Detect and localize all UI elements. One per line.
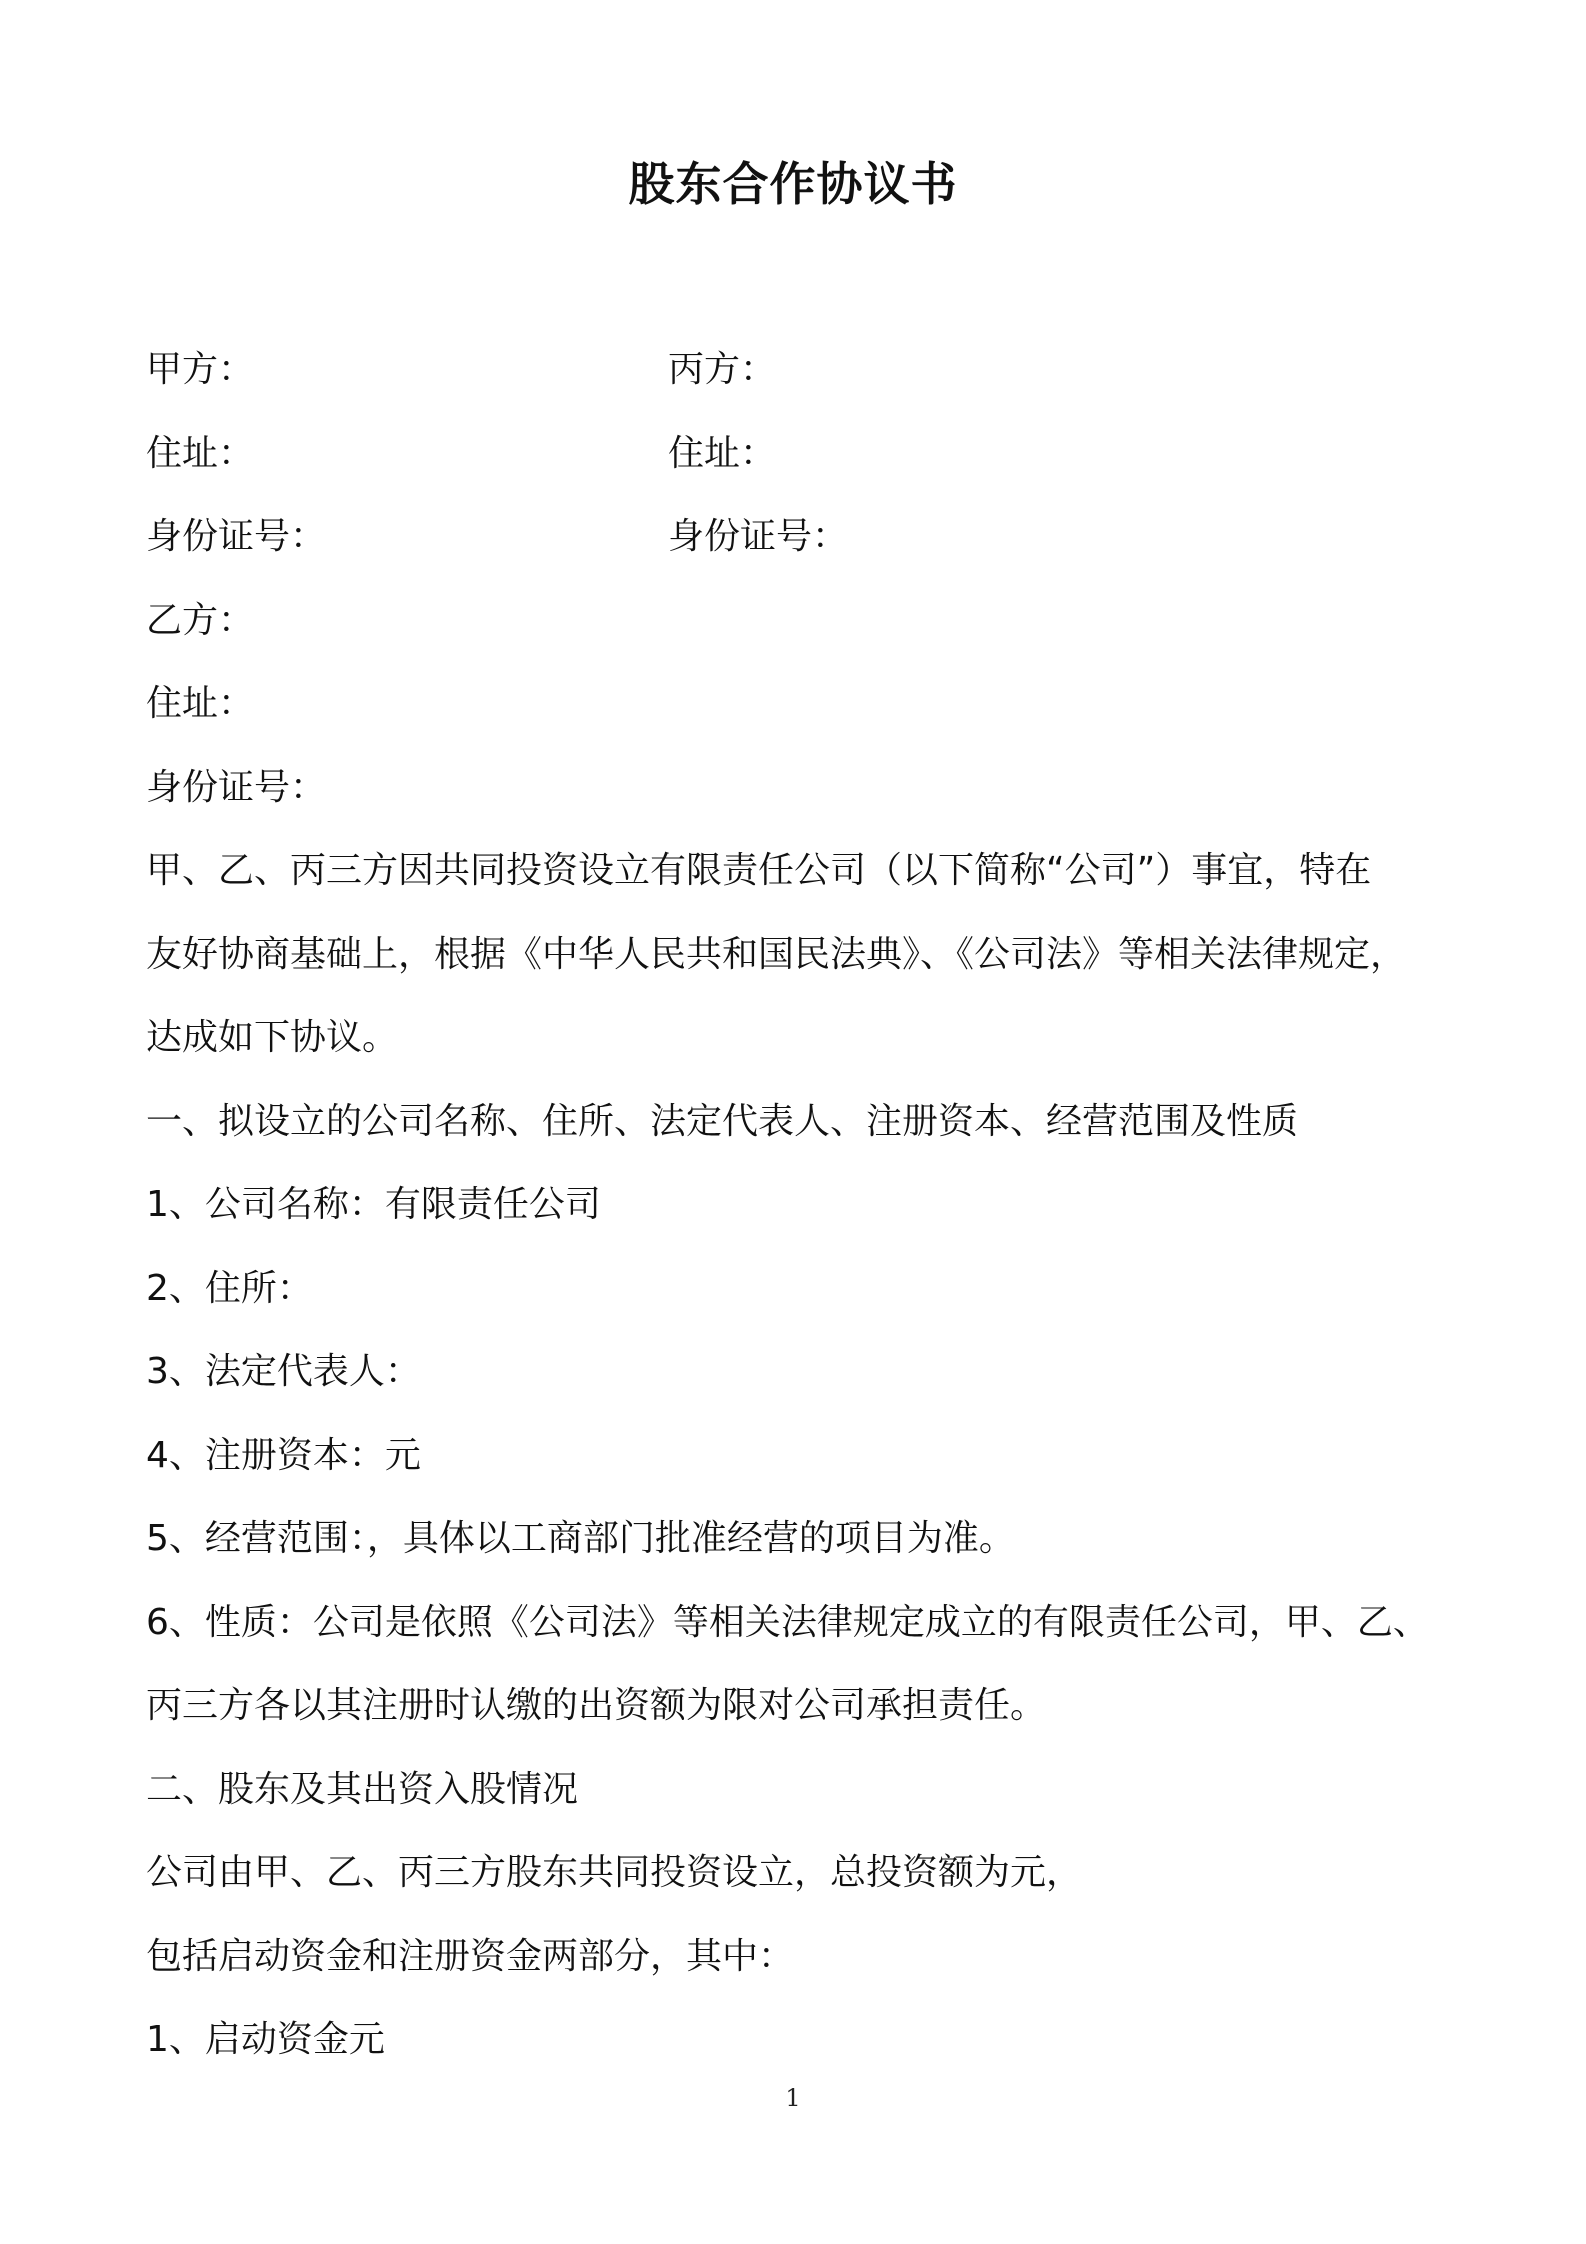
section-1-item: 2、住所： bbox=[146, 1268, 313, 1309]
section-1-item: 3、法定代表人： bbox=[146, 1351, 421, 1392]
party-b-address-label: 住址： bbox=[146, 683, 255, 724]
party-c-id-label: 身份证号： bbox=[668, 516, 849, 557]
section-2-heading: 二、股东及其出资入股情况 bbox=[146, 1769, 579, 1810]
section-2-line: 公司由甲、乙、丙三方股东共同投资设立，总投资额为元， bbox=[146, 1852, 1083, 1893]
party-b-id-label: 身份证号： bbox=[146, 767, 327, 808]
party-b-label: 乙方： bbox=[146, 600, 255, 641]
section-1-item-6-continued: 丙三方各以其注册时认缴的出资额为限对公司承担责任。 bbox=[146, 1685, 1047, 1726]
party-a-id-label: 身份证号： bbox=[146, 516, 327, 557]
party-a-label: 甲方： bbox=[146, 349, 255, 390]
preamble-line: 达成如下协议。 bbox=[146, 1017, 399, 1058]
section-1-item: 5、经营范围：，具体以工商部门批准经营的项目为准。 bbox=[146, 1518, 1015, 1559]
document-title: 股东合作协议书 bbox=[628, 157, 958, 211]
party-a-address-label: 住址： bbox=[146, 433, 255, 474]
section-2-line: 1、启动资金元 bbox=[146, 2019, 385, 2060]
party-c-address-label: 住址： bbox=[668, 433, 777, 474]
section-1-heading: 一、拟设立的公司名称、住所、法定代表人、注册资本、经营范围及性质 bbox=[146, 1101, 1299, 1142]
page-number: 1 bbox=[785, 2084, 801, 2112]
section-2-line: 包括启动资金和注册资金两部分，其中： bbox=[146, 1936, 795, 1977]
party-c-label: 丙方： bbox=[668, 349, 777, 390]
preamble-line: 友好协商基础上，根据《中华人民共和国民法典》、《公司法》等相关法律规定， bbox=[146, 934, 1407, 975]
preamble-line: 甲、乙、丙三方因共同投资设立有限责任公司（以下简称“公司”）事宜，特在 bbox=[146, 850, 1372, 891]
section-1-item: 1、公司名称：有限责任公司 bbox=[146, 1184, 601, 1225]
section-1-item-6: 6、性质：公司是依照《公司法》等相关法律规定成立的有限责任公司，甲、乙、 bbox=[146, 1602, 1429, 1643]
section-1-item: 4、注册资本：元 bbox=[146, 1435, 421, 1476]
